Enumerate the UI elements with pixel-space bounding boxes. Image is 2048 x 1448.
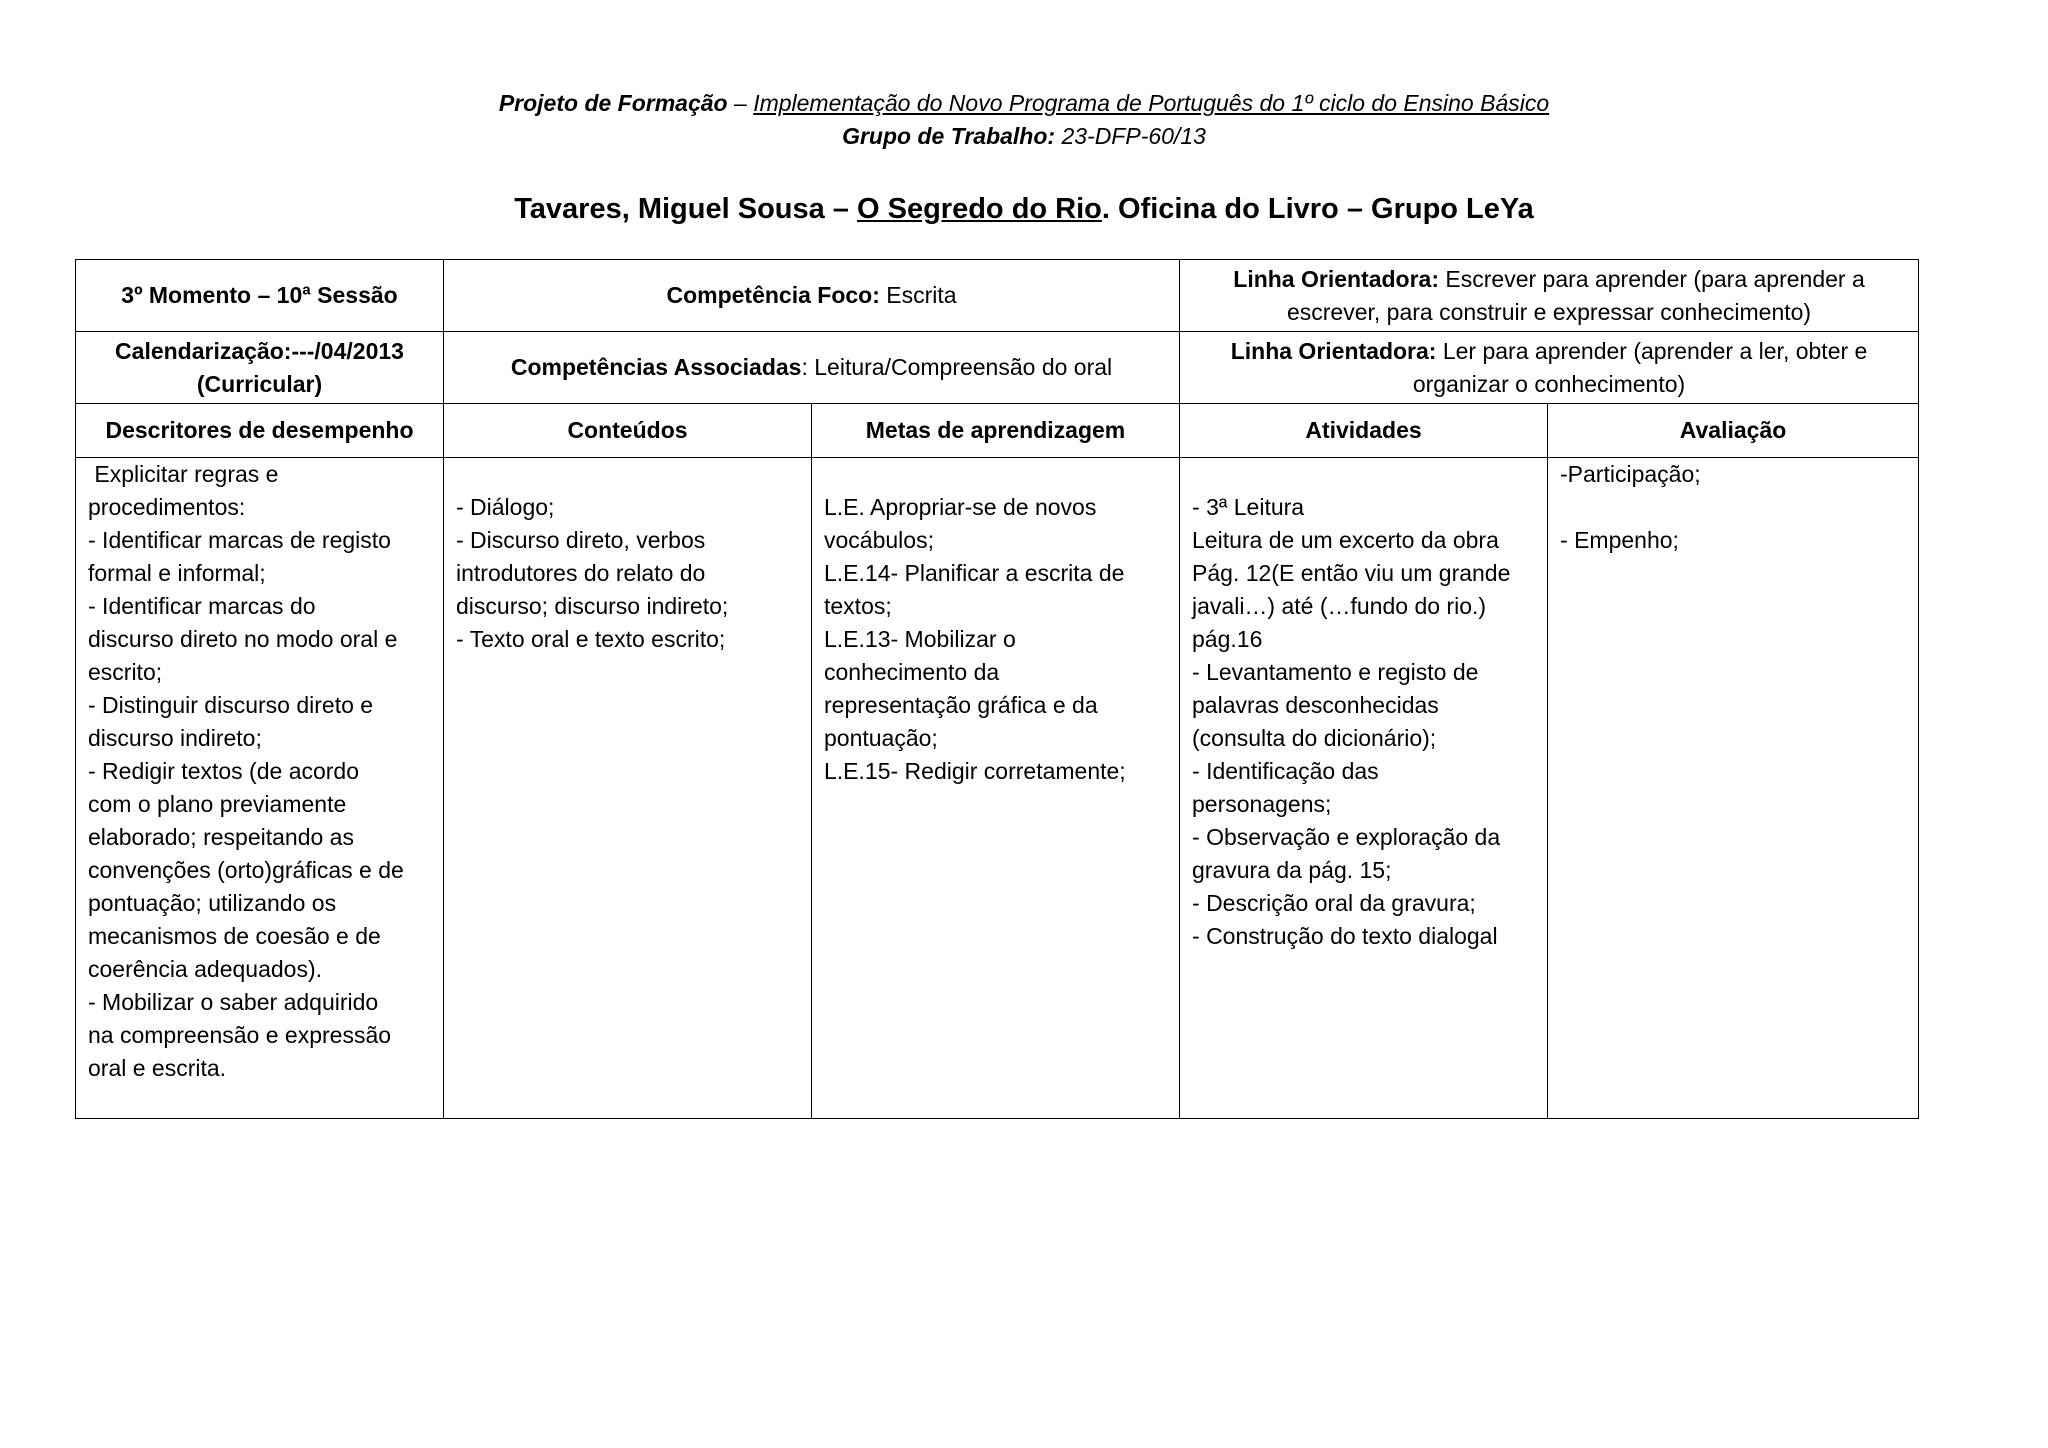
descritores-line: oral e escrita. (88, 1055, 227, 1081)
metas-line: representação gráfica e da (824, 692, 1098, 718)
descritores-cell (76, 458, 444, 1119)
atividades-line: Leitura de um excerto da obra (1192, 527, 1499, 553)
book-title (0, 190, 2048, 228)
atividades-line: javali…) até (…fundo do rio.) (1192, 593, 1487, 619)
metas-line: textos; (824, 593, 892, 619)
descritores-line: escrito; (88, 659, 163, 685)
content-row (76, 458, 1919, 1119)
group-value: 23-DFP-60/13 (1055, 123, 1206, 149)
avaliacao-line (1560, 491, 1906, 524)
descritores-line: na compreensão e expressão (88, 1022, 392, 1048)
guideline-cell-2 (1180, 332, 1919, 404)
book-author: Tavares, Miguel Sousa – (514, 193, 857, 225)
focus-competence-cell (444, 260, 1180, 332)
atividades-line: palavras desconhecidas (1192, 692, 1439, 718)
project-label: Projeto de Formação (498, 90, 728, 116)
atividades-line: Pág. 12(E então viu um grande (1192, 560, 1511, 586)
session-row (76, 260, 1919, 332)
column-header-atividades (1180, 404, 1548, 458)
column-header-text: Descritores de desempenho (105, 417, 414, 443)
calendar-row (76, 332, 1919, 404)
group-label: Grupo de Trabalho: (842, 123, 1056, 149)
column-header-text: Avaliação (1679, 417, 1787, 443)
atividades-cell (1180, 458, 1548, 1119)
column-header-text: Metas de aprendizagem (865, 417, 1126, 443)
avaliacao-line: -Participação; (1560, 461, 1701, 487)
book-name: O Segredo do Rio (857, 193, 1102, 225)
avaliacao-cell (1548, 458, 1919, 1119)
focus-label: Competência Foco: (666, 282, 880, 308)
atividades-line: pág.16 (1192, 626, 1263, 652)
project-text: Implementação do Novo Programa de Português do 1º ciclo do Ensino Básico (753, 90, 1550, 116)
session-plan-table (75, 259, 1919, 1119)
column-header-conteudos (444, 404, 812, 458)
descritores-line: Explicitar regras e (88, 461, 279, 487)
descritores-line: convenções (orto)gráficas e de (88, 857, 404, 883)
project-header (0, 88, 2048, 118)
column-header-descritores (76, 404, 444, 458)
atividades-line: - Construção do texto dialogal (1192, 923, 1498, 949)
metas-line: L.E.14- Planificar a escrita de (824, 560, 1125, 586)
atividades-line: (consulta do dicionário); (1192, 725, 1437, 751)
descritores-line: discurso direto no modo oral e (88, 626, 398, 652)
calendar-line2: (Curricular) (196, 370, 323, 397)
column-header-text: Conteúdos (567, 417, 688, 443)
column-header-metas (812, 404, 1180, 458)
conteudos-line: - Diálogo; (456, 494, 555, 520)
book-publisher: . Oficina do Livro – Grupo LeYa (1101, 193, 1534, 225)
conteudos-line: discurso; discurso indireto; (456, 593, 729, 619)
session-label: 3º Momento – 10ª Sessão (121, 282, 398, 308)
atividades-line: - Levantamento e registo de (1192, 659, 1479, 685)
atividades-line: gravura da pág. 15; (1192, 857, 1392, 883)
descritores-line: elaborado; respeitando as (88, 824, 354, 850)
conteudos-line: introdutores do relato do (456, 560, 706, 586)
project-separator: – (727, 90, 754, 116)
atividades-line: - 3ª Leitura (1192, 494, 1305, 520)
calendar-cell (76, 332, 444, 404)
guideline-value-1: Escrever para aprender (para aprender a escrever, para construir e expressar conhecimento) (1286, 265, 1865, 325)
descritores-line: - Mobilizar o saber adquirido (88, 989, 379, 1015)
conteudos-line: - Texto oral e texto escrito; (456, 626, 726, 652)
descritores-line: - Identificar marcas do (88, 593, 316, 619)
descritores-line: mecanismos de coesão e de (88, 923, 381, 949)
conteudos-line: - Discurso direto, verbos (456, 527, 706, 553)
atividades-line: personagens; (1192, 791, 1332, 817)
guideline-value-2: Ler para aprender (aprender a ler, obter e organizar o conhecimento) (1412, 337, 1868, 397)
calendar-line1: Calendarização:---/04/2013 (115, 337, 404, 364)
guideline-label-2: Linha Orientadora: (1230, 337, 1437, 364)
atividades-line: - Identificação das (1192, 758, 1379, 784)
associated-value: : Leitura/Compreensão do oral (801, 354, 1113, 380)
focus-value: Escrita (879, 282, 957, 308)
guideline-cell-1 (1180, 260, 1919, 332)
metas-line: pontuação; (824, 725, 938, 751)
descritores-line: coerência adequados). (88, 956, 322, 982)
metas-line: vocábulos; (824, 527, 934, 553)
metas-line: L.E. Apropriar-se de novos (824, 494, 1097, 520)
descritores-line: discurso indireto; (88, 725, 262, 751)
group-header (0, 121, 2048, 151)
descritores-line: - Identificar marcas de registo (88, 527, 391, 553)
atividades-line: - Descrição oral da gravura; (1192, 890, 1476, 916)
atividades-line: - Observação e exploração da (1192, 824, 1501, 850)
metas-line: conhecimento da (824, 659, 1000, 685)
column-header-row (76, 404, 1919, 458)
guideline-label-1: Linha Orientadora: (1233, 265, 1440, 292)
metas-cell (812, 458, 1180, 1119)
descritores-line: formal e informal; (88, 560, 266, 586)
session-cell (76, 260, 444, 332)
associated-competences-cell (444, 332, 1180, 404)
conteudos-cell (444, 458, 812, 1119)
metas-line: L.E.13- Mobilizar o (824, 626, 1016, 652)
avaliacao-line: - Empenho; (1560, 527, 1679, 553)
descritores-line: - Redigir textos (de acordo (88, 758, 360, 784)
descritores-line: - Distinguir discurso direto e (88, 692, 374, 718)
column-header-text: Atividades (1305, 417, 1422, 443)
descritores-line: pontuação; utilizando os (88, 890, 337, 916)
associated-label: Competências Associadas (510, 354, 802, 380)
column-header-avaliacao (1548, 404, 1919, 458)
descritores-line: com o plano previamente (88, 791, 347, 817)
metas-line: L.E.15- Redigir corretamente; (824, 758, 1126, 784)
descritores-line: procedimentos: (88, 494, 246, 520)
